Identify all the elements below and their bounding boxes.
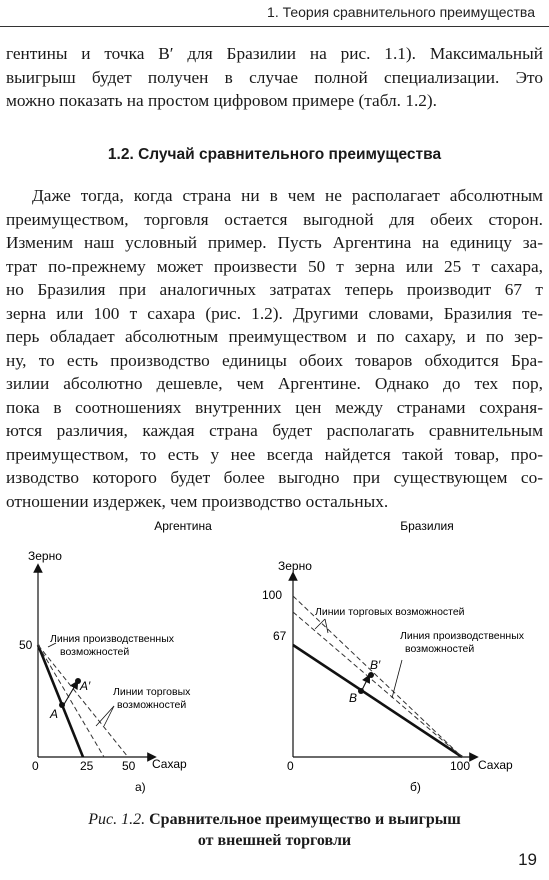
y-tick-label: 100 <box>262 588 283 602</box>
trade-label-leader <box>325 619 328 633</box>
ppf-label: Линия производственных <box>400 630 525 642</box>
text-line: преимуществом, торговля остается выгодной для обеих сторон. <box>6 209 543 229</box>
text-line: зилии абсолютно дешевле, чем Аргентине. Однако до тех пор, <box>6 374 543 393</box>
trade-line <box>38 645 104 757</box>
text-line: перь обладает абсолютным преимуществом и по сахару, и по зер- <box>6 327 543 346</box>
text-line: можно показать на простом цифровом примере (табл. 1.2). <box>6 91 438 110</box>
figure-sublabel: а) <box>135 780 146 794</box>
intro-paragraph <box>6 42 543 113</box>
figure-title: Аргентина <box>154 519 212 533</box>
gain-arrow <box>63 684 76 706</box>
caption-title: от внешней торговли <box>197 832 352 849</box>
ppf-label: возможностей <box>405 643 475 655</box>
ppf-label: возможностей <box>60 646 130 658</box>
y-tick-label: 67 <box>273 629 287 643</box>
y-axis-label: Зерно <box>28 549 62 563</box>
x-tick-label: 100 <box>450 759 471 773</box>
text-line: ются различия, каждая страна будет располагать сравнительным <box>6 421 543 440</box>
text-line: преимуществом, то есть у нее всегда найдется такой товар, про- <box>6 444 543 464</box>
text-line: выигрыш будет получен в случае полной специализации. Это <box>6 67 543 87</box>
trade-label: Линии торговых <box>113 686 191 698</box>
text-line: ну, то есть производство единицы обоих товаров обходится Бра- <box>6 350 543 370</box>
figure-caption <box>0 809 549 851</box>
x-axis-label: Сахар <box>478 758 513 772</box>
y-axis-label: Зерно <box>278 559 312 573</box>
text-line: гентины и точка B′ для Бразилии на рис. 1.1). Максимальный <box>6 44 543 63</box>
text-line: отношении издержек, чем производство остальных. <box>6 491 389 511</box>
point-a-prime-label: A′ <box>80 679 91 693</box>
text-line: но Бразилия при аналогичных затратах теперь производит 67 т <box>6 280 543 299</box>
figure-argentina <box>0 512 270 802</box>
point-a <box>59 702 65 708</box>
gain-arrow <box>362 678 368 690</box>
text-line: пока в соотношениях внутренних цен между странами сохраня- <box>6 397 543 417</box>
trade-label-leader <box>96 706 114 726</box>
text-line: Даже тогда, когда страна ни в чем не располагает абсолютным <box>32 186 543 205</box>
y-tick-label: 50 <box>19 638 33 652</box>
ppf-label-leader <box>392 660 402 698</box>
text-line: трат по-прежнему может произвести 50 т зерна или 25 т сахара, <box>6 256 543 276</box>
point-a-label: A <box>50 707 59 721</box>
origin-label: 0 <box>32 759 39 773</box>
running-header: 1. Теория сравнительного преимущества <box>267 4 535 20</box>
page-number: 19 <box>518 850 537 869</box>
ppf-label: Линия производственных <box>50 633 175 645</box>
caption-label: Рис. 1.2. <box>88 811 146 828</box>
production-possibility-line <box>38 645 83 757</box>
text-line: изводство которого будет более выгодно при существующем со- <box>6 468 543 487</box>
figure-title: Бразилия <box>400 519 454 533</box>
trade-label: возможностей <box>117 699 187 711</box>
point-b-label: B <box>349 691 358 705</box>
trade-label: Линии торговых возможностей <box>315 606 465 618</box>
body-paragraph <box>6 184 543 513</box>
point-b <box>358 688 364 694</box>
origin-label: 0 <box>287 759 294 773</box>
figure-brazil <box>262 512 549 802</box>
text-line: зерна или 100 т сахара (рис. 1.2). Другими словами, Бразилия те- <box>6 303 543 323</box>
x-tick-label: 25 <box>80 759 94 773</box>
x-tick-label: 50 <box>122 759 136 773</box>
point-b-prime-label: B′ <box>370 658 381 672</box>
x-axis-label: Сахар <box>152 757 187 771</box>
text-line: Изменим наш условный пример. Пусть Аргентина на единицу за- <box>6 233 543 252</box>
trade-line <box>38 645 128 757</box>
header-rule <box>0 26 549 27</box>
section-heading: 1.2. Случай сравнительного преимущества <box>107 146 442 163</box>
trade-line <box>293 596 462 757</box>
caption-title: Сравнительное преимущество и выигрыш <box>149 811 461 828</box>
figure-sublabel: б) <box>410 780 421 794</box>
trade-label-leader <box>315 619 325 629</box>
point-b-prime <box>368 672 374 678</box>
